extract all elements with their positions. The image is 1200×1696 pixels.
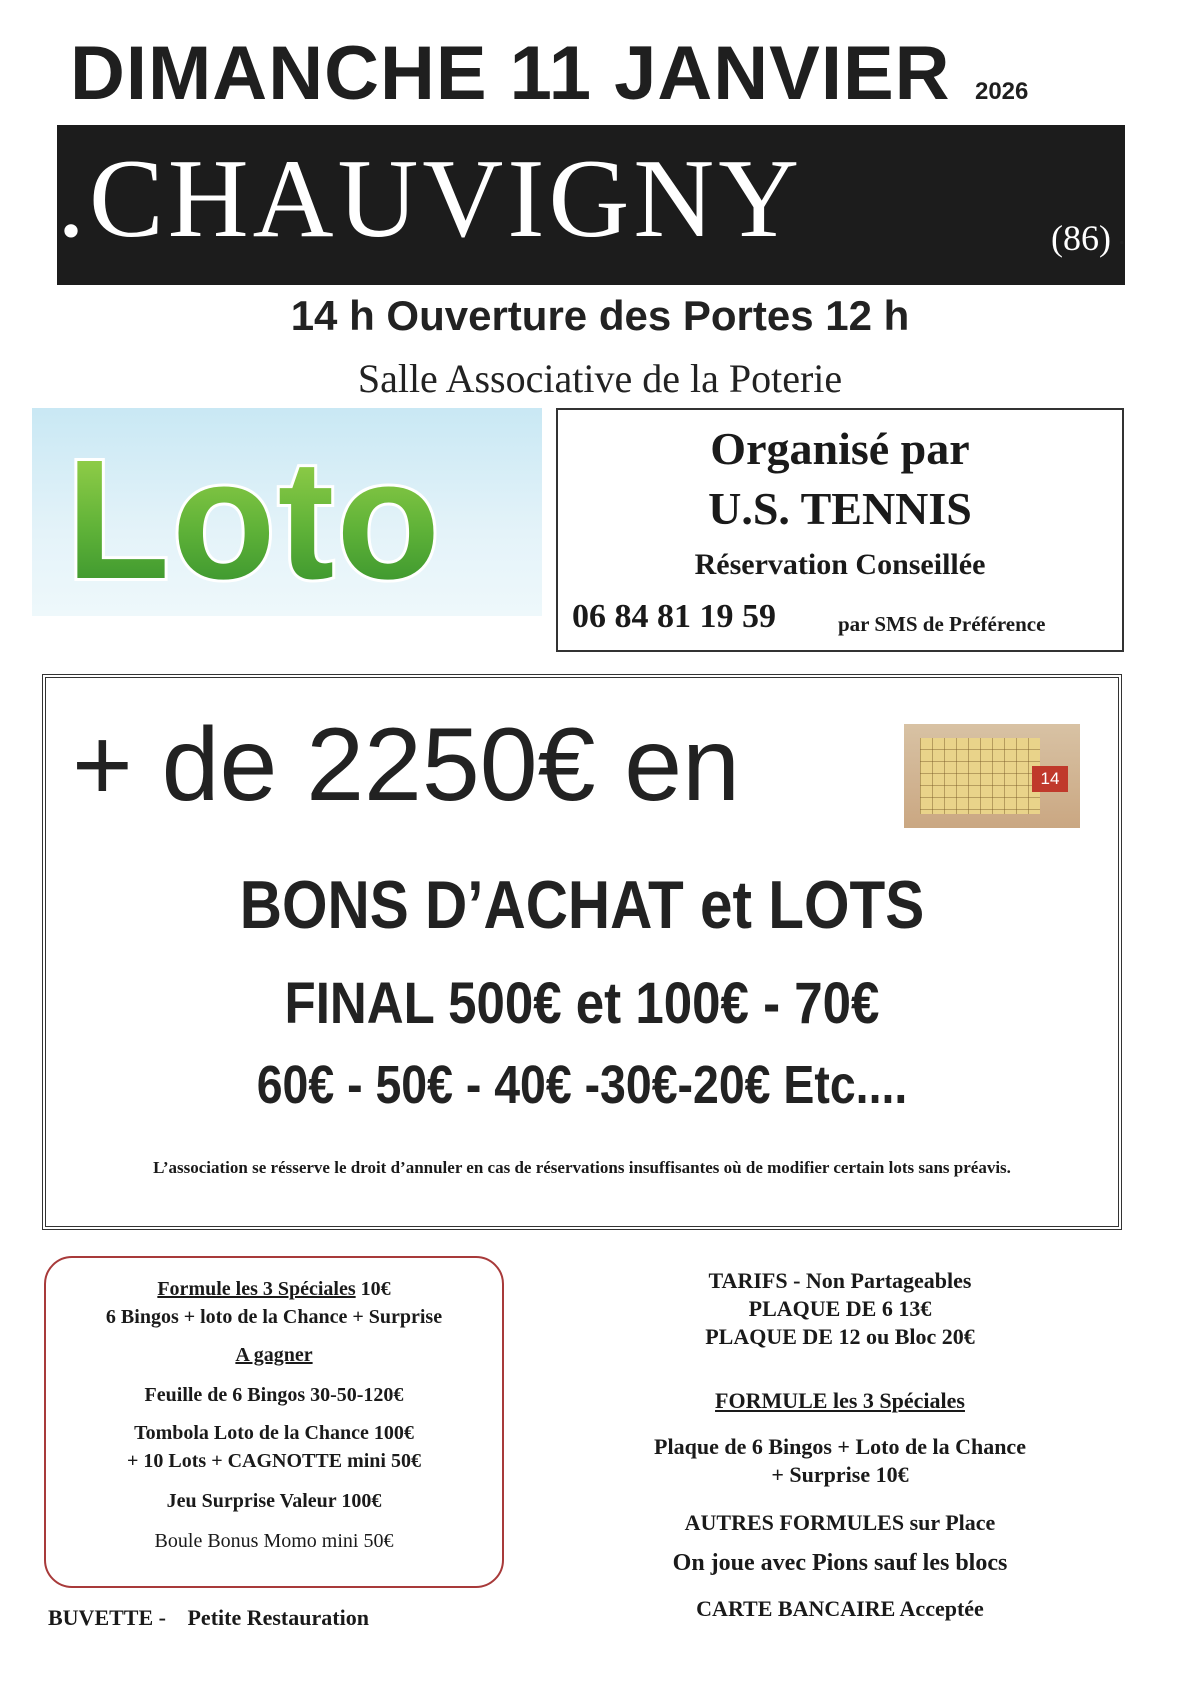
- pions-note: On joue avec Pions sauf les blocs: [672, 1550, 1008, 1576]
- formula-line-1: Plaque de 6 Bingos + Loto de la Chance: [654, 1434, 1026, 1459]
- organizer-title: Organisé par: [710, 423, 970, 474]
- prize-amounts: 60€ - 50€ - 40€ -30€-20€ Etc....: [256, 1055, 908, 1115]
- venue: Salle Associative de la Poterie: [357, 356, 843, 401]
- organizer-club: U.S. TENNIS: [708, 483, 972, 534]
- win-title: A gagner: [235, 1344, 313, 1366]
- special-formula-title: Formule les 3 Spéciales: [157, 1278, 356, 1300]
- buvette-label: BUVETTE -: [48, 1605, 166, 1630]
- tariff-plate-12: PLAQUE DE 12 ou Bloc 20€: [705, 1324, 975, 1349]
- drawn-number: 14: [1032, 766, 1068, 792]
- loto-logo-text: Loto: [66, 425, 443, 615]
- organizer-box: [556, 408, 1124, 652]
- city-name: .CHAUVIGNY: [57, 137, 804, 261]
- sms-note: par SMS de Préférence: [838, 612, 1046, 636]
- special-formula-heading: [46, 1278, 502, 1301]
- department-number: (86): [1051, 218, 1111, 258]
- card-accepted: CARTE BANCAIRE Acceptée: [696, 1596, 984, 1621]
- win-item-bonus: Boule Bonus Momo mini 50€: [154, 1530, 394, 1552]
- loto-logo: [32, 408, 542, 616]
- prize-box: [42, 674, 1122, 1230]
- other-formulas: AUTRES FORMULES sur Place: [684, 1510, 996, 1535]
- win-item-tombola: Tombola Loto de la Chance 100€: [134, 1422, 414, 1444]
- event-year: 2026: [974, 78, 1029, 105]
- event-hours: 14 h Ouverture des Portes 12 h: [290, 292, 910, 339]
- prize-final: FINAL 500€ et 100€ - 70€: [284, 971, 880, 1036]
- bingo-screen-thumbnail: [904, 724, 1080, 828]
- disclaimer: L’association se résserve le droit d’annuler en cas de réservations insuffisantes où de modifier certain lots sans préavis.: [153, 1158, 1011, 1177]
- prize-headline: + de 2250€ en: [72, 707, 740, 823]
- formula-title: FORMULE les 3 Spéciales: [715, 1388, 965, 1413]
- event-date-text: DIMANCHE 11 JANVIER: [70, 31, 951, 116]
- special-formula-box: [44, 1256, 504, 1588]
- formula-line-2: + Surprise 10€: [771, 1462, 909, 1487]
- win-item-bingos: Feuille de 6 Bingos 30-50-120€: [144, 1384, 404, 1406]
- win-item-lots: + 10 Lots + CAGNOTTE mini 50€: [127, 1450, 421, 1472]
- win-item-surprise: Jeu Surprise Valeur 100€: [166, 1490, 382, 1512]
- special-formula-price: 10€: [360, 1278, 391, 1300]
- tariffs-title: TARIFS - Non Partageables: [708, 1268, 972, 1293]
- refreshments-line: [48, 1605, 369, 1631]
- special-formula-desc: 6 Bingos + loto de la Chance + Surprise: [105, 1306, 443, 1328]
- event-date: [70, 30, 1130, 120]
- city-banner: [57, 125, 1125, 285]
- restauration-label: Petite Restauration: [187, 1605, 369, 1630]
- phone-number: 06 84 81 19 59: [572, 598, 776, 635]
- reservation-note: Réservation Conseillée: [694, 548, 986, 581]
- trailing-dot: .: [1118, 218, 1126, 251]
- bingo-grid: [920, 738, 1040, 814]
- tariff-plate-6: PLAQUE DE 6 13€: [748, 1296, 932, 1321]
- prize-vouchers: BONS D’ACHAT et LOTS: [239, 867, 925, 943]
